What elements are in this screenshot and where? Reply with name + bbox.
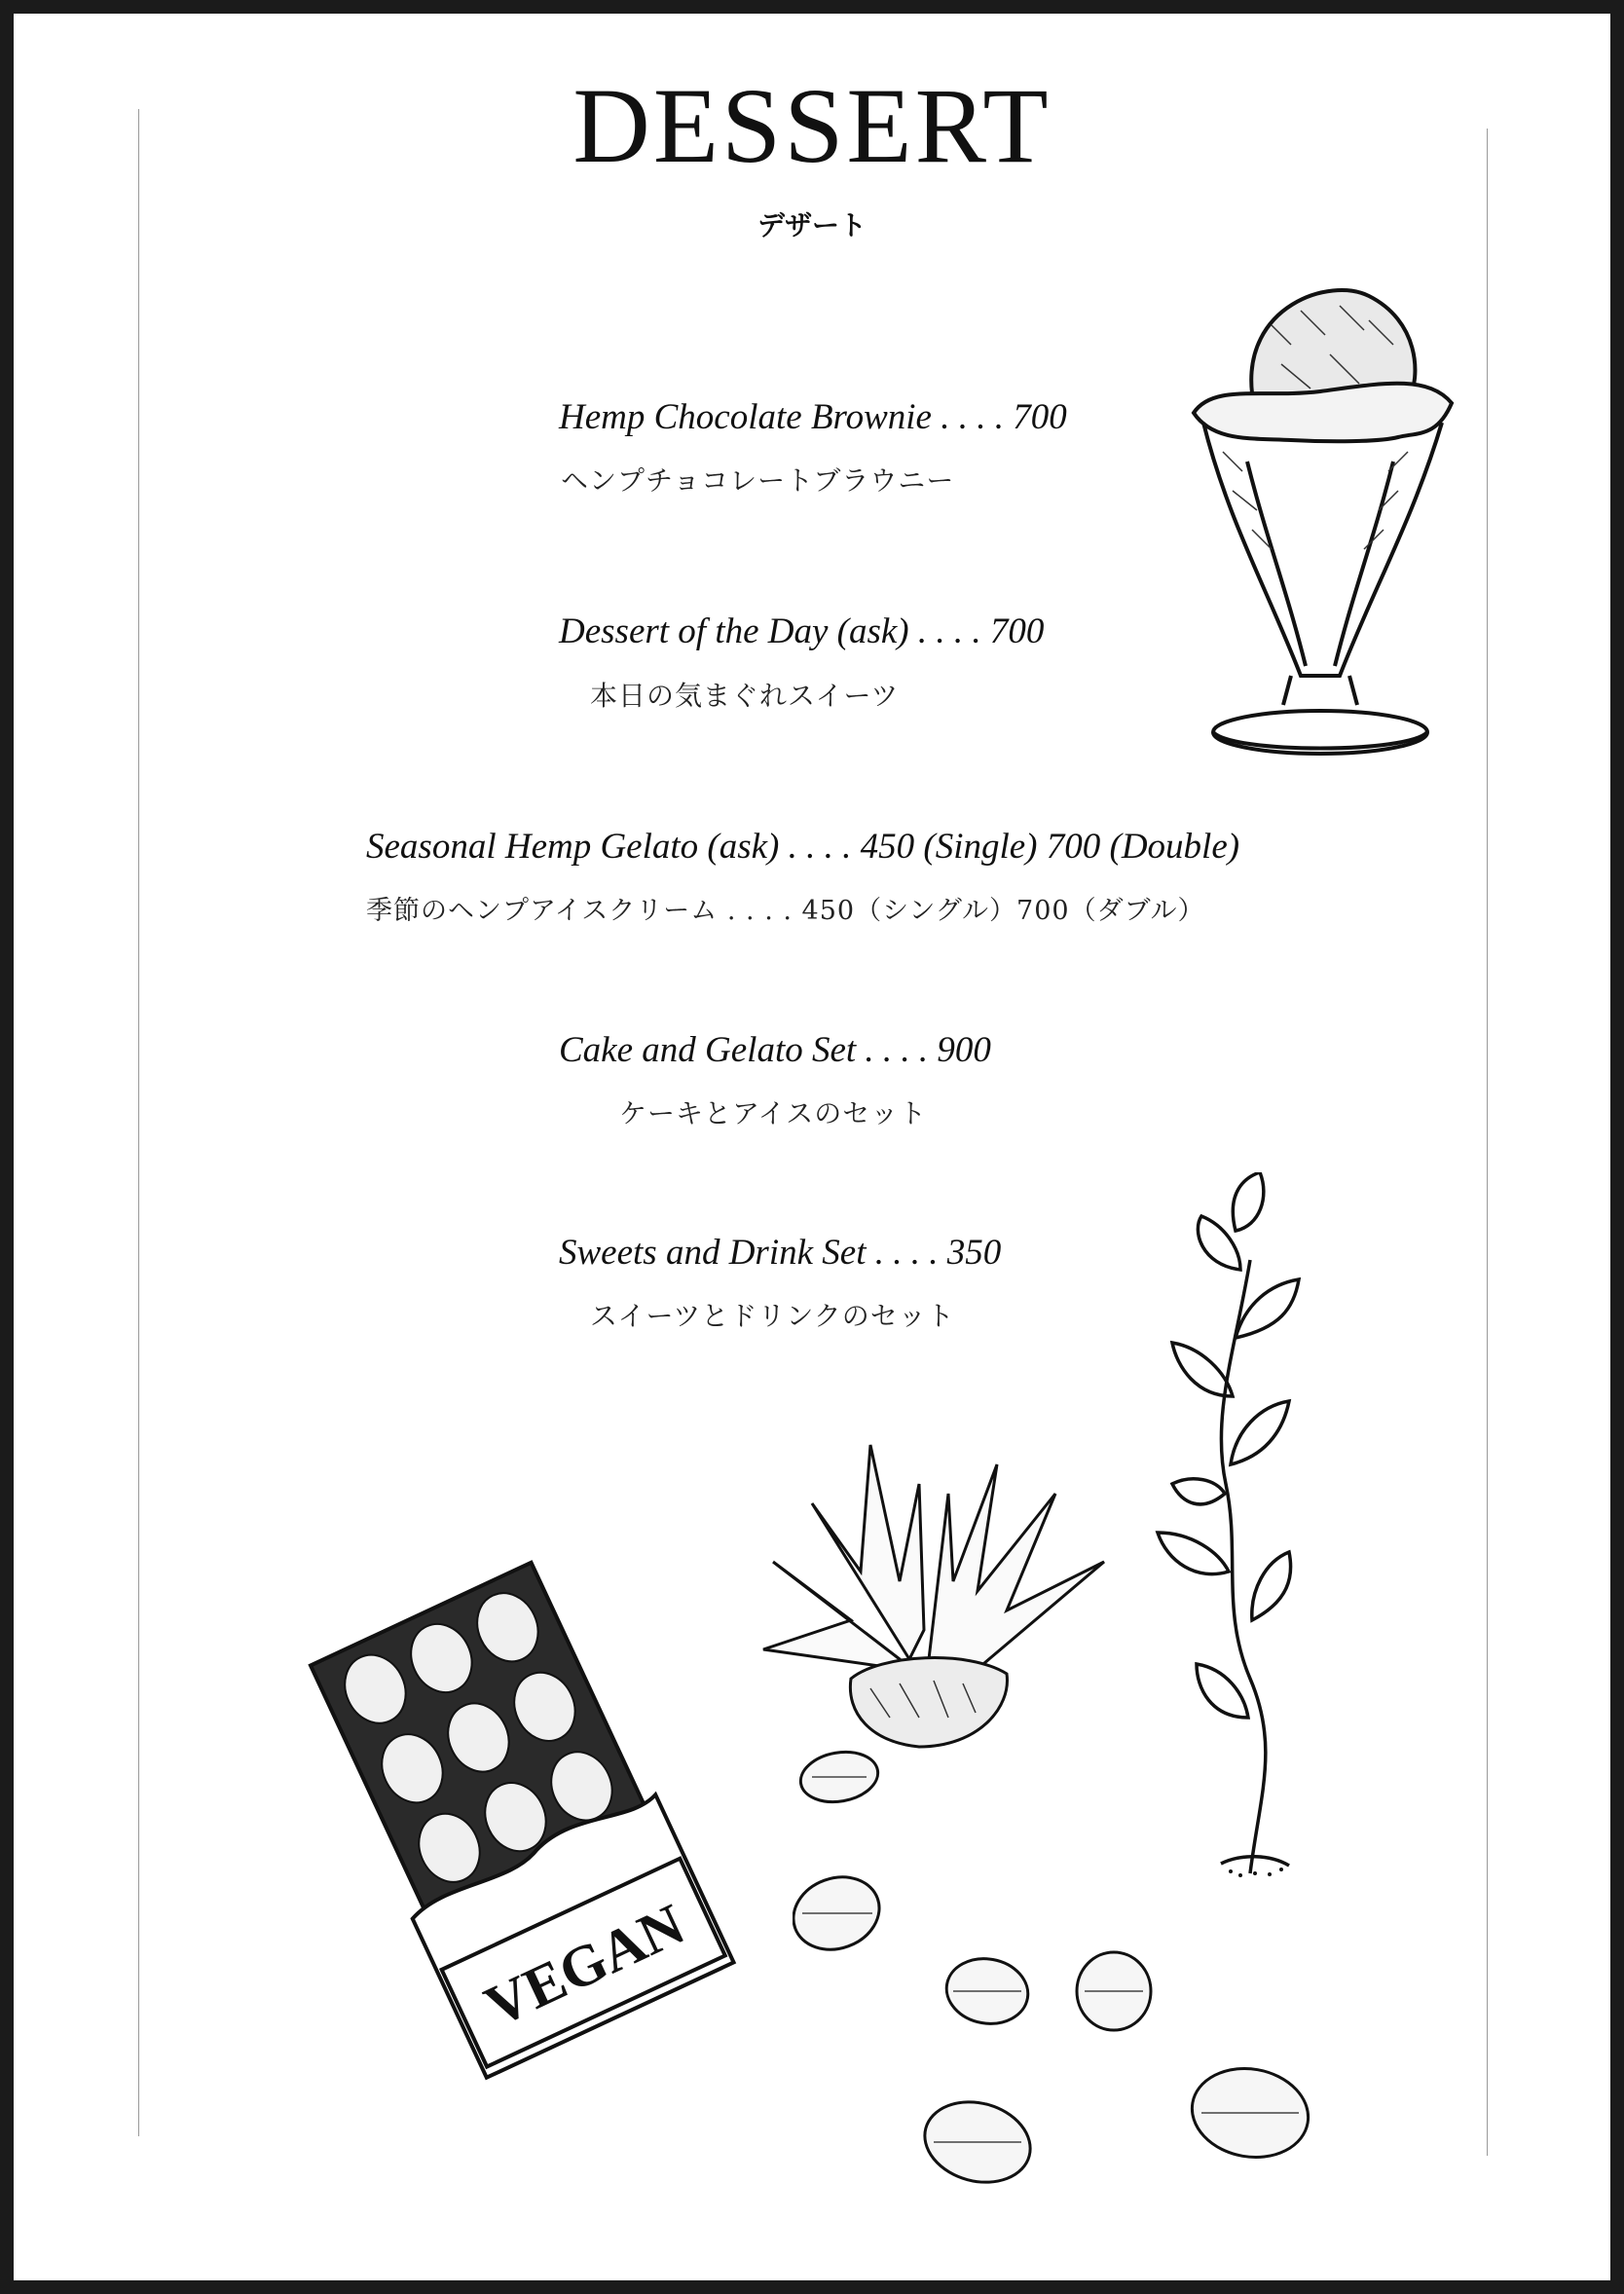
page-title: DESSERT <box>572 66 1052 185</box>
right-border-line <box>1487 129 1488 2156</box>
menu-item-name-ja: ケーキとアイスのセット <box>619 1097 928 1129</box>
hemp-leaves-icon <box>754 1425 1124 1766</box>
menu-item-name: Dessert of the Day (ask) . . . . 700 <box>559 611 1045 651</box>
menu-item-name-ja: 本日の気まぐれスイーツ <box>590 680 900 712</box>
chocolate-bar-icon <box>286 1533 754 2088</box>
sundae-icon <box>1174 267 1466 773</box>
menu-item-name-ja: ヘンプチョコレートブラウニー <box>561 464 955 497</box>
vegan-label: VEGAN <box>475 1891 694 2040</box>
menu-item-name: Cake and Gelato Set . . . . 900 <box>559 1030 991 1070</box>
menu-item-name-ja: 季節のヘンプアイスクリーム . . . . 450（シングル）700（ダブル） <box>366 896 1205 926</box>
hemp-seed-icon <box>793 1743 1338 2210</box>
left-border-line <box>138 109 139 2136</box>
menu-item-name-ja: スイーツとドリンクのセット <box>590 1300 955 1332</box>
page-subtitle: デザート <box>757 209 867 241</box>
menu-item-name: Hemp Chocolate Brownie . . . . 700 <box>559 397 1067 437</box>
menu-item-name: Seasonal Hemp Gelato (ask) . . . . 450 (Single) 700 (Double) <box>366 827 1240 867</box>
menu-page <box>14 14 1610 2280</box>
menu-item-name: Sweets and Drink Set . . . . 350 <box>559 1233 1002 1273</box>
